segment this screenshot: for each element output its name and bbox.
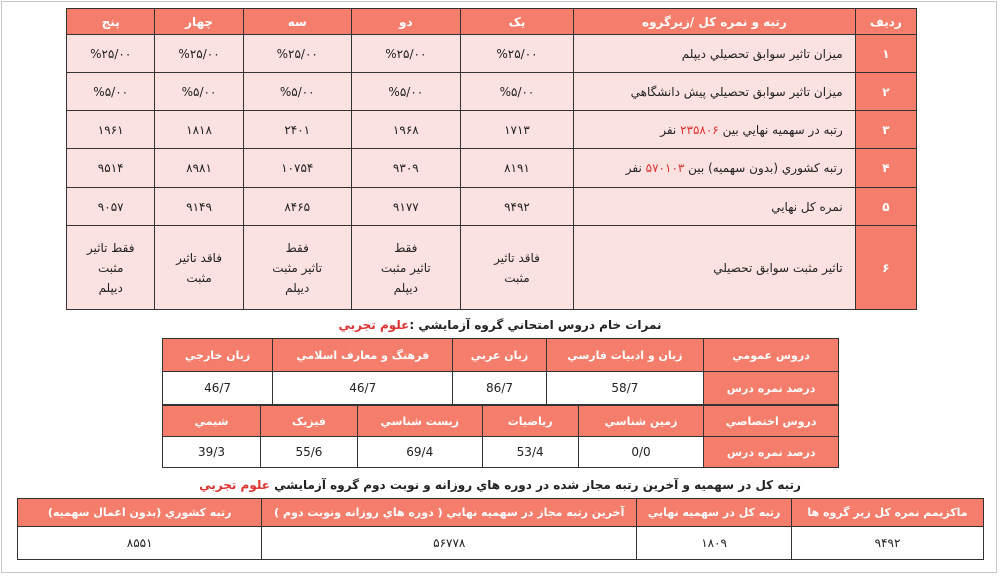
row-number: ۲ (855, 73, 916, 111)
rank-value: ۸۵۵۱ (18, 527, 262, 560)
score-percent: 58/7 (546, 372, 704, 405)
raw-scores-caption-text: نمرات خام دروس امتحاني گروه آزمايشي : (409, 318, 662, 332)
score-percent: 39/3 (163, 437, 261, 468)
cell-value: فقط تاثير مثبت ديپلم (351, 226, 460, 310)
course-header: رياضيات (482, 406, 578, 437)
cell-value: ۸۱۹۱ (460, 149, 573, 188)
row-label-suffix: نفر (625, 161, 642, 175)
table-row (67, 111, 917, 149)
cell-value: %۲۵/۰۰ (67, 35, 155, 73)
row-label: ميزان تاثير سوابق تحصيلي ديپلم (574, 35, 856, 73)
cell-value: %۲۵/۰۰ (155, 35, 243, 73)
rank-caption-group: علوم تجربي (199, 478, 270, 492)
row-label-prefix: رتبه در سهميه نهايي بين (722, 122, 843, 137)
rank-value: ۹۴۹۲ (792, 527, 984, 560)
cell-value: فقط تاثير مثبت ديپلم (67, 226, 155, 310)
cell-value: ۹۳۰۹ (351, 149, 460, 188)
course-header: زبان خارجي (163, 339, 273, 372)
course-header: زيست شناسي (357, 406, 482, 437)
course-header: فرهنگ و معارف اسلامي (273, 339, 453, 372)
row-number: ۶ (855, 226, 916, 310)
rank-header: رتبه كشوري (بدون اعمال سهميه) (18, 499, 262, 527)
header-group-3: سه (243, 9, 351, 35)
special-courses-header: دروس اختصاصي (704, 406, 839, 437)
main-header-row (67, 9, 917, 35)
row-label (574, 111, 856, 149)
table-row (67, 226, 917, 310)
row-label (574, 149, 856, 188)
cell-value: %۵/۰۰ (155, 73, 243, 111)
cell-value: %۲۵/۰۰ (243, 35, 351, 73)
cell-value: %۵/۰۰ (67, 73, 155, 111)
header-group-5: پنج (67, 9, 155, 35)
row-number: ۵ (855, 188, 916, 226)
row-label: تاثير مثبت سوابق تحصيلي (574, 226, 856, 310)
score-percent: 0/0 (578, 437, 704, 468)
header-group-2: دو (351, 9, 460, 35)
cell-value: فقط تاثير مثبت ديپلم (243, 226, 351, 310)
row-number: ۴ (855, 149, 916, 188)
applicant-count: ۵۷۰۱۰۳ (645, 161, 685, 175)
cell-value: %۵/۰۰ (460, 73, 573, 111)
cell-value: ۸۹۸۱ (155, 149, 243, 188)
cell-value: ۹۴۹۲ (460, 188, 573, 226)
cell-value: ۸۴۶۵ (243, 188, 351, 226)
course-header: شيمي (163, 406, 261, 437)
cell-value: %۲۵/۰۰ (351, 35, 460, 73)
cell-value: ۹۱۴۹ (155, 188, 243, 226)
rank-header: رتبه كل در سهميه نهايي (637, 499, 792, 527)
course-header: زبان و ادبيات فارسي (546, 339, 704, 372)
special-courses-table (162, 405, 839, 468)
row-number: ۱ (855, 35, 916, 73)
cell-value: ۱۷۱۳ (460, 111, 573, 149)
course-header: زبان عربي (453, 339, 546, 372)
header-group-4: چهار (155, 9, 243, 35)
header-group-1: يک (460, 9, 573, 35)
table-row (67, 188, 917, 226)
rank-header: ماكزيمم نمره كل زير گروه ها (792, 499, 984, 527)
raw-scores-caption-group: علوم تجربي (338, 318, 410, 332)
cell-value: ۹۱۷۷ (351, 188, 460, 226)
cell-value: فاقد تاثير مثبت (460, 226, 573, 310)
score-percent: 55/6 (260, 437, 357, 468)
score-percent-label: درصد نمره درس (704, 372, 839, 405)
course-header: فيزيک (260, 406, 357, 437)
cell-value: %۵/۰۰ (243, 73, 351, 111)
rank-value: ۱۸۰۹ (637, 527, 792, 560)
cell-value: فاقد تاثير مثبت (155, 226, 243, 310)
main-results-table (66, 8, 917, 310)
row-label-suffix: نفر (660, 122, 677, 137)
score-percent: 69/4 (357, 437, 482, 468)
cell-value: %۵/۰۰ (351, 73, 460, 111)
row-number: ۳ (855, 111, 916, 149)
rank-caption (0, 478, 1000, 492)
cell-value: ۱۹۶۸ (351, 111, 460, 149)
applicant-count: ۲۳۵۸۰۶ (680, 122, 719, 137)
table-row (67, 35, 917, 73)
score-percent: 53/4 (482, 437, 578, 468)
cell-value: ۱۸۱۸ (155, 111, 243, 149)
table-row (67, 73, 917, 111)
rank-caption-text: رتبه كل در سهميه و آخرين رتبه مجاز شده در دوره هاي روزانه و نوبت دوم گروه آزمايشي (274, 478, 801, 492)
score-percent: 86/7 (453, 372, 546, 405)
rank-value: ۵۶۷۷۸ (262, 527, 637, 560)
header-rank-score: رتبه و نمره كل /زيرگروه (574, 9, 856, 35)
score-percent-label: درصد نمره درس (704, 437, 839, 468)
general-courses-table (162, 338, 839, 405)
header-row-number: رديف (855, 9, 916, 35)
cell-value: %۲۵/۰۰ (460, 35, 573, 73)
row-label: ميزان تاثير سوابق تحصيلي پيش دانشگاهي (574, 73, 856, 111)
course-header: زمين شناسي (578, 406, 704, 437)
cell-value: ۱۰۷۵۴ (243, 149, 351, 188)
raw-scores-caption (0, 318, 1000, 332)
general-courses-header: دروس عمومي (704, 339, 839, 372)
rank-summary-table (17, 498, 984, 560)
score-percent: 46/7 (163, 372, 273, 405)
score-percent: 46/7 (273, 372, 453, 405)
table-row (67, 149, 917, 188)
cell-value: ۱۹۶۱ (67, 111, 155, 149)
row-label-prefix: رتبه كشوري (بدون سهميه) بين (688, 161, 843, 175)
rank-header: آخرين رتبه مجاز در سهميه نهايي ( دوره هاي روزانه ونوبت دوم ) (262, 499, 637, 527)
cell-value: ۹۰۵۷ (67, 188, 155, 226)
cell-value: ۲۴۰۱ (243, 111, 351, 149)
cell-value: ۹۵۱۴ (67, 149, 155, 188)
row-label: نمره كل نهايي (574, 188, 856, 226)
